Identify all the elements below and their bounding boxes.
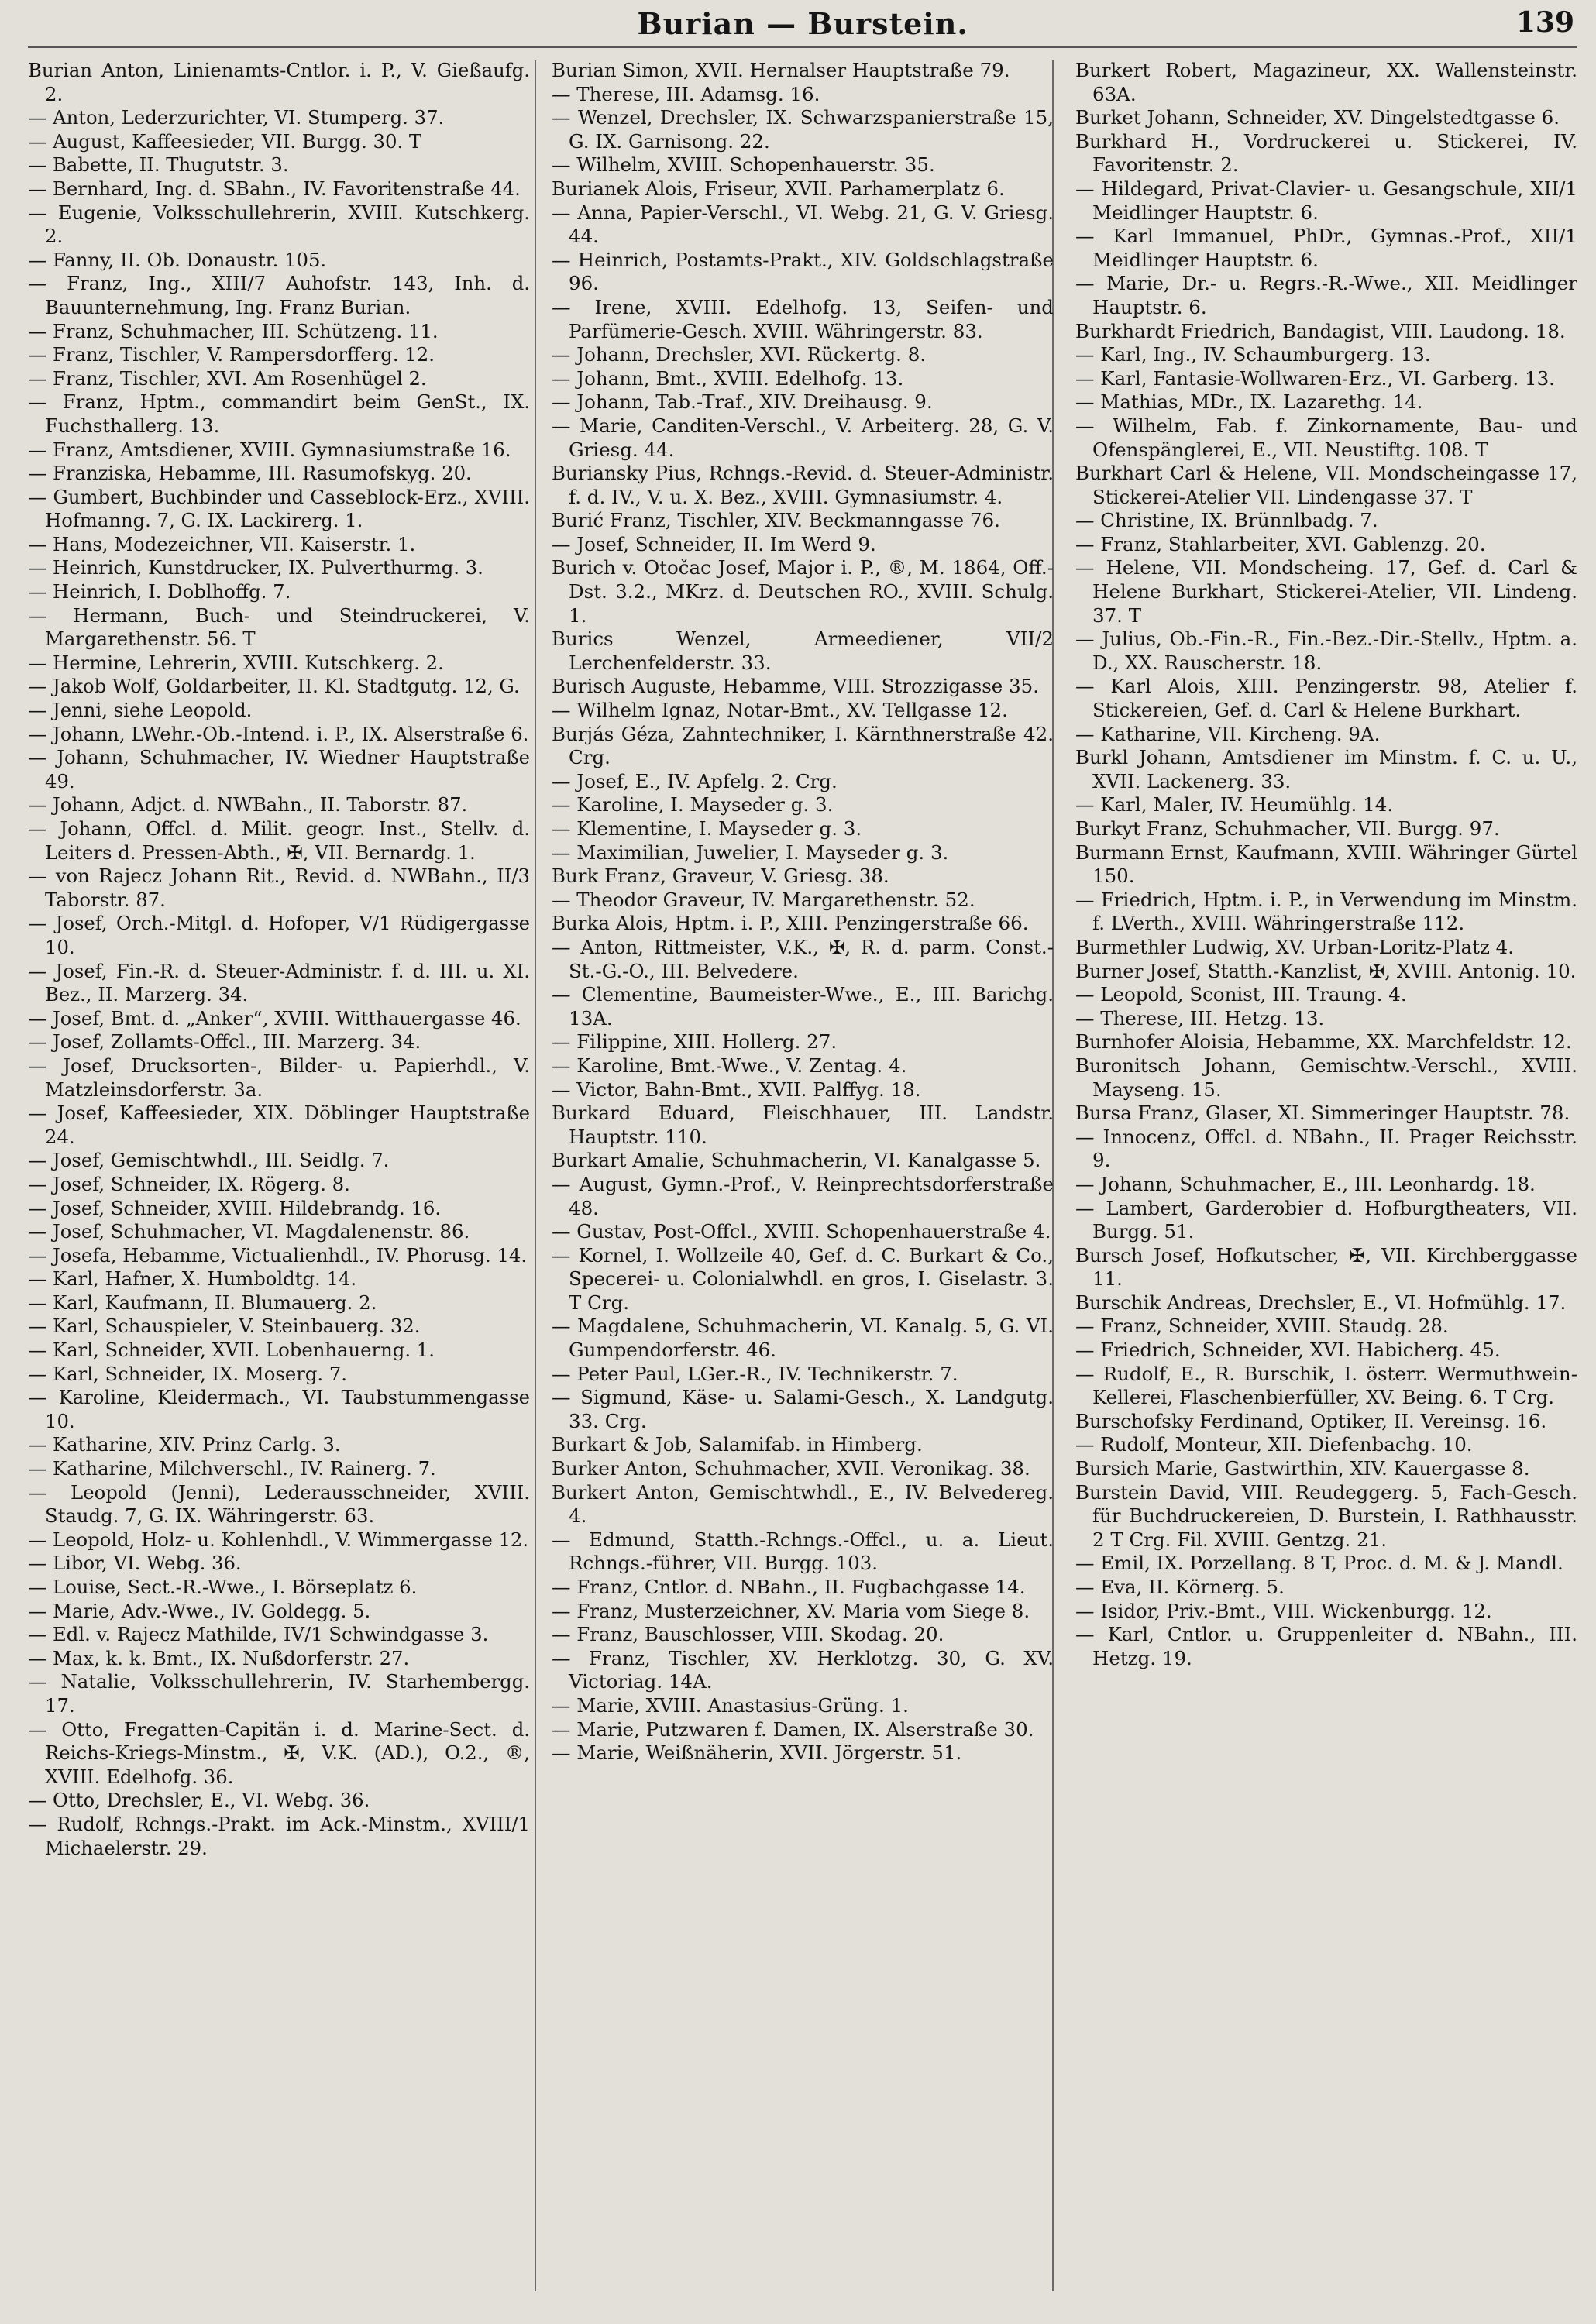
directory-entry: — Friedrich, Hptm. i. P., in Verwendung im Minstm. f. LVerth., XVIII. Währingerstraße 112. (1075, 888, 1577, 935)
directory-entry: — Leopold, Holz- u. Kohlenhdl., V. Wimmergasse 12. (28, 1528, 529, 1551)
directory-entry: — Lambert, Garderobier d. Hofburgtheaters, VII. Burgg. 51. (1075, 1196, 1577, 1243)
directory-entry: — Karoline, I. Mayseder g. 3. (552, 793, 834, 816)
directory-entry: — Franz, Schuhmacher, III. Schützeng. 11. (28, 319, 439, 342)
directory-entry: — Josef, Zollamts-Offcl., III. Marzerg. 34. (28, 1030, 421, 1054)
directory-entry: — Eugenie, Volksschullehrerin, XVIII. Kutschkerg. 2. (28, 201, 530, 248)
directory-entry: Burkert Anton, Gemischtwhdl., E., IV. Belvedereg. 4. (552, 1480, 1054, 1528)
directory-entry: Burian Simon, XVII. Hernalser Hauptstraße 79. (552, 59, 1010, 81)
directory-entry: — Eva, II. Körnerg. 5. (1075, 1576, 1285, 1598)
directory-entry: — Victor, Bahn-Bmt., XVII. Palffyg. 18. (552, 1078, 921, 1101)
directory-entry: — Marie, Weißnäherin, XVII. Jörgerstr. 51. (552, 1741, 962, 1765)
directory-entry: — August, Gymn.-Prof., V. Reinprechtsdorferstraße 48. (552, 1172, 1054, 1219)
directory-entry: — Karl, Maler, IV. Heumühlg. 14. (1075, 793, 1394, 816)
directory-entry: — Josef, Schneider, II. Im Werd 9. (552, 532, 876, 555)
directory-entry: — Friedrich, Schneider, XVI. Habicherg. 45. (1075, 1339, 1501, 1362)
directory-entry: — Karl, Hafner, X. Humboldtg. 14. (28, 1267, 357, 1291)
directory-entry: — Emil, IX. Porzellang. 8 T, Proc. d. M. & J. Mandl. (1075, 1552, 1563, 1575)
directory-entry: — Louise, Sect.-R.-Wwe., I. Börseplatz 6. (28, 1576, 418, 1598)
directory-entry: — Otto, Fregatten-Capitän i. d. Marine-Sect. d. Reichs-Kriegs-Minstm., ✠, V.K. (AD.), O.2., ®, XVIII. Edelhofg. 36. (28, 1717, 530, 1788)
directory-entry: Burschik Andreas, Drechsler, E., VI. Hofmühlg. 17. (1075, 1291, 1567, 1314)
directory-entry: Burkard Eduard, Fleischhauer, III. Landstr. Hauptstr. 110. (552, 1102, 1054, 1148)
directory-entry: Burmethler Ludwig, XV. Urban-Loritz-Platz 4. (1075, 935, 1515, 958)
directory-entry: — Franz, Tischler, XV. Herklotzg. 30, G. XV. Victoriag. 14A. (552, 1646, 1054, 1693)
directory-entry: Burkert Robert, Magazineur, XX. Wallensteinstr. 63A. (1075, 59, 1577, 105)
directory-entry: — Leopold, Sconist, III. Traung. 4. (1075, 983, 1407, 1006)
directory-entry: Burmann Ernst, Kaufmann, XVIII. Währinger Gürtel 150. (1075, 841, 1577, 888)
directory-entry: Burschofsky Ferdinand, Optiker, II. Vereinsg. 16. (1075, 1409, 1547, 1432)
directory-entry: — Wilhelm, Fab. f. Zinkornamente, Bau- und Ofenspänglerei, E., VII. Neustiftg. 108. T (1075, 414, 1577, 461)
directory-entry: — Gustav, Post-Offcl., XVIII. Schopenhauerstraße 4. (552, 1220, 1051, 1243)
directory-entry: Burian Anton, Linienamts-Cntlor. i. P., V. Gießaufg. 2. (28, 59, 530, 105)
directory-entry: — Kornel, I. Wollzeile 40, Gef. d. C. Burkart & Co., Specerei- u. Colonialwhdl. en gros, I. Giselastr. 3. T Crg. (552, 1243, 1054, 1314)
directory-entry: — Hans, Modezeichner, VII. Kaiserstr. 1. (28, 532, 416, 555)
directory-entry: — Christine, IX. Brünnlbadg. 7. (1075, 509, 1378, 532)
directory-entry: — Peter Paul, LGer.-R., IV. Technikerstr. 7. (552, 1362, 958, 1385)
directory-entry: — von Rajecz Johann Rit., Revid. d. NWBahn., II/3 Taborstr. 87. (28, 865, 530, 911)
directory-entry: Buriansky Pius, Rchngs.-Revid. d. Steuer-Administr. f. d. IV., V. u. X. Bez., XVIII. Gymnasiumstr. 4. (552, 462, 1054, 508)
directory-entry: — Otto, Drechsler, E., VI. Webg. 36. (28, 1789, 370, 1812)
directory-entry: — Jakob Wolf, Goldarbeiter, II. Kl. Stadtgutg. 12, G. (28, 675, 520, 698)
directory-entry: — Heinrich, Postamts-Prakt., XIV. Goldschlagstraße 96. (552, 248, 1054, 295)
directory-entry: — Natalie, Volksschullehrerin, IV. Starhembergg. 17. (28, 1670, 530, 1717)
directory-entry: Burk Franz, Graveur, V. Griesg. 38. (552, 865, 889, 888)
directory-entry: — Mathias, MDr., IX. Lazarethg. 14. (1075, 390, 1423, 414)
directory-entry: — Johann, Adjct. d. NWBahn., II. Taborstr. 87. (28, 793, 468, 816)
directory-entry: Burstein David, VIII. Reudeggerg. 5, Fach-Gesch. für Buchdruckereien, D. Burstein, I. Rathhausstr. 2 T Crg. Fil. XVIII. Gentzg. 21. (1075, 1480, 1577, 1551)
directory-entry: — Franz, Bauschlosser, VIII. Skodag. 20. (552, 1623, 944, 1646)
column-3 (1075, 59, 1577, 2305)
directory-entry: — Wilhelm Ignaz, Notar-Bmt., XV. Tellgasse 12. (552, 699, 1008, 722)
directory-entry: — Josef, Bmt. d. „Anker“, XVIII. Witthauergasse 46. (28, 1006, 521, 1030)
directory-entry: — Edmund, Statth.-Rchngs.-Offcl., u. a. Lieut. Rchngs.-führer, VII. Burgg. 103. (552, 1528, 1054, 1575)
directory-entry: — Hermine, Lehrerin, XVIII. Kutschkerg. 2. (28, 651, 444, 674)
directory-entry: Burkart Amalie, Schuhmacherin, VI. Kanalgasse 5. (552, 1149, 1041, 1172)
directory-entry: Burianek Alois, Friseur, XVII. Parhamerplatz 6. (552, 177, 1005, 200)
directory-entry: Burjás Géza, Zahntechniker, I. Kärnthnerstraße 42. Crg. (552, 722, 1054, 769)
directory-entry: — Magdalene, Schuhmacherin, VI. Kanalg. 5, G. VI. Gumpendorferstr. 46. (552, 1315, 1054, 1362)
directory-entry: — Bernhard, Ing. d. SBahn., IV. Favoritenstraße 44. (28, 177, 521, 200)
directory-entry: — Innocenz, Offcl. d. NBahn., II. Prager Reichsstr. 9. (1075, 1125, 1577, 1172)
directory-entry: — Wilhelm, XVIII. Schopenhauerstr. 35. (552, 153, 935, 177)
directory-entry: — Gumbert, Buchbinder und Casseblock-Erz., XVIII. Hofmanng. 7, G. IX. Lackirerg. 1. (28, 485, 530, 532)
page-header (31, 6, 1574, 42)
directory-entry: — Franz, Tischler, V. Rampersdorfferg. 12. (28, 343, 435, 366)
directory-entry: — Karl Alois, XIII. Penzingerstr. 98, Atelier f. Stickereien, Gef. d. Carl & Helene Burkhart. (1075, 675, 1577, 722)
directory-entry: Burkl Johann, Amtsdiener im Minstm. f. C. u. U., XVII. Lackenerg. 33. (1075, 746, 1577, 792)
directory-entry: — Katharine, Milchverschl., IV. Rainerg. 7. (28, 1457, 436, 1480)
directory-entry: Burket Johann, Schneider, XV. Dingelstedtgasse 6. (1075, 106, 1560, 129)
directory-entry: — Josef, Orch.-Mitgl. d. Hofoper, V/1 Rüdigergasse 10. (28, 912, 530, 958)
directory-entry: Bursa Franz, Glaser, XI. Simmeringer Hauptstr. 78. (1075, 1102, 1570, 1125)
directory-entry: — Karl, Fantasie-Wollwaren-Erz., VI. Garberg. 13. (1075, 366, 1555, 390)
directory-entry: — Karl, Ing., IV. Schaumburgerg. 13. (1075, 343, 1431, 366)
directory-entry: — Karl, Schneider, IX. Moserg. 7. (28, 1362, 348, 1385)
directory-entry: Bursch Josef, Hofkutscher, ✠, VII. Kirchberggasse 11. (1075, 1243, 1577, 1291)
directory-entry: — Franziska, Hebamme, III. Rasumofskyg. 20. (28, 462, 472, 485)
directory-entry: — August, Kaffeesieder, VII. Burgg. 30. T (28, 129, 422, 153)
directory-entry: — Johann, Tab.-Traf., XIV. Dreihausg. 9. (552, 390, 933, 414)
directory-entry: — Babette, II. Thugutstr. 3. (28, 153, 289, 177)
directory-entry: — Marie, Canditen-Verschl., V. Arbeiterg. 28, G. V. Griesg. 44. (552, 414, 1054, 461)
directory-entry: — Josef, Drucksorten-, Bilder- u. Papierhdl., V. Matzleinsdorferstr. 3a. (28, 1054, 530, 1101)
directory-entry: Burkhart Carl & Helene, VII. Mondscheingasse 17, Stickerei-Atelier VII. Lindengasse 37. T (1075, 462, 1577, 508)
directory-entry: — Irene, XVIII. Edelhofg. 13, Seifen- und Parfümerie-Gesch. XVIII. Währingerstr. 83. (552, 295, 1054, 342)
directory-entry: — Julius, Ob.-Fin.-R., Fin.-Bez.-Dir.-Stellv., Hptm. a. D., XX. Rauscherstr. 18. (1075, 627, 1577, 674)
directory-entry: Burner Josef, Statth.-Kanzlist, ✠, XVIII. Antonig. 10. (1075, 959, 1577, 982)
directory-entry: — Karoline, Kleidermach., VI. Taubstummengasse 10. (28, 1386, 530, 1432)
directory-entry: — Max, k. k. Bmt., IX. Nußdorferstr. 27. (28, 1646, 410, 1669)
directory-entry: — Johann, Schuhmacher, IV. Wiedner Hauptstraße 49. (28, 746, 530, 792)
directory-entry: — Marie, Adv.-Wwe., IV. Goldegg. 5. (28, 1599, 371, 1622)
directory-entry: — Isidor, Priv.-Bmt., VIII. Wickenburgg. 12. (1075, 1599, 1492, 1622)
directory-entry: — Josef, Gemischtwhdl., III. Seidlg. 7. (28, 1149, 390, 1172)
directory-entry: — Jenni, siehe Leopold. (28, 699, 253, 722)
directory-entry: — Franz, Schneider, XVIII. Staudg. 28. (1075, 1315, 1449, 1338)
directory-entry: — Heinrich, I. Doblhoffg. 7. (28, 580, 291, 603)
directory-entry: — Marie, Putzwaren f. Damen, IX. Alserstraße 30. (552, 1717, 1034, 1741)
directory-entry: — Therese, III. Hetzg. 13. (1075, 1006, 1325, 1030)
directory-entry: — Heinrich, Kunstdrucker, IX. Pulverthurmg. 3. (28, 556, 483, 579)
directory-entry: — Leopold (Jenni), Lederausschneider, XVIII. Staudg. 7, G. IX. Währingerstr. 63. (28, 1480, 530, 1528)
directory-entry: — Rudolf, Rchngs.-Prakt. im Ack.-Minstm., XVIII/1 Michaelerstr. 29. (28, 1812, 530, 1859)
directory-entry: — Marie, Dr.- u. Regrs.-R.-Wwe., XII. Meidlinger Hauptstr. 6. (1075, 272, 1577, 318)
directory-entry: — Hermann, Buch- und Steindruckerei, V. Margarethenstr. 56. T (28, 603, 530, 651)
directory-entry: — Franz, Amtsdiener, XVIII. Gymnasiumstraße 16. (28, 438, 511, 461)
directory-entry: — Anna, Papier-Verschl., VI. Webg. 21, G. V. Griesg. 44. (552, 201, 1054, 248)
directory-entry: Burnhofer Aloisia, Hebamme, XX. Marchfeldstr. 12. (1075, 1030, 1572, 1054)
directory-entry: — Helene, VII. Mondscheing. 17, Gef. d. Carl & Helene Burkhart, Stickerei-Atelier, VII. Lindeng. 37. T (1075, 556, 1577, 627)
directory-entry: — Josef, Schneider, IX. Rögerg. 8. (28, 1172, 350, 1195)
directory-entry: Bursich Marie, Gastwirthin, XIV. Kauergasse 8. (1075, 1457, 1530, 1480)
directory-entry: Burkhard H., Vordruckerei u. Stickerei, IV. Favoritenstr. 2. (1075, 129, 1577, 177)
directory-entry: Burisch Auguste, Hebamme, VIII. Strozzigasse 35. (552, 675, 1040, 698)
directory-entry: — Anton, Rittmeister, V.K., ✠, R. d. parm. Const.-St.-G.-O., III. Belvedere. (552, 935, 1054, 982)
directory-entry: Burkart & Job, Salamifab. in Himberg. (552, 1433, 923, 1456)
directory-entry: — Rudolf, Monteur, XII. Diefenbachg. 10. (1075, 1433, 1473, 1456)
directory-entry: — Karl, Schauspieler, V. Steinbauerg. 32. (28, 1315, 421, 1338)
directory-entry: — Katharine, XIV. Prinz Carlg. 3. (28, 1433, 341, 1456)
column-2 (552, 59, 1054, 2305)
directory-entry: — Johann, Drechsler, XVI. Rückertg. 8. (552, 343, 927, 366)
directory-entry: — Franz, Stahlarbeiter, XVI. Gablenzg. 20. (1075, 532, 1486, 555)
directory-entry: — Josef, Fin.-R. d. Steuer-Administr. f. d. III. u. XI. Bez., II. Marzerg. 34. (28, 959, 530, 1006)
page-title: Burian — Burstein. (637, 6, 968, 41)
directory-entry: Burics Wenzel, Armeediener, VII/2 Lerchenfelderstr. 33. (552, 627, 1054, 674)
directory-entry: — Franz, Cntlor. d. NBahn., II. Fugbachgasse 14. (552, 1576, 1026, 1598)
directory-entry: — Karl, Kaufmann, II. Blumauerg. 2. (28, 1291, 377, 1314)
directory-entry: — Josef, E., IV. Apfelg. 2. Crg. (552, 769, 838, 792)
directory-entry: — Fanny, II. Ob. Donaustr. 105. (28, 248, 327, 271)
directory-entry: — Johann, LWehr.-Ob.-Intend. i. P., IX. Alserstraße 6. (28, 722, 529, 745)
directory-entry: — Libor, VI. Webg. 36. (28, 1552, 242, 1575)
directory-entry: — Franz, Tischler, XVI. Am Rosenhügel 2. (28, 366, 427, 390)
directory-entry: Burkyt Franz, Schuhmacher, VII. Burgg. 97. (1075, 817, 1500, 840)
directory-entry: — Johann, Schuhmacher, E., III. Leonhardg. 18. (1075, 1172, 1536, 1195)
column-1 (28, 59, 530, 2305)
directory-entry: — Franz, Ing., XIII/7 Auhofstr. 143, Inh. d. Bauunternehmung, Ing. Franz Burian. (28, 272, 530, 318)
directory-entry: — Filippine, XIII. Hollerg. 27. (552, 1030, 838, 1054)
directory-entry: — Clementine, Baumeister-Wwe., E., III. Barichg. 13A. (552, 983, 1054, 1030)
directory-entry: Burka Alois, Hptm. i. P., XIII. Penzingerstraße 66. (552, 912, 1029, 935)
directory-entry: Buronitsch Johann, Gemischtw.-Verschl., XVIII. Mayseng. 15. (1075, 1054, 1577, 1101)
directory-entry: — Klementine, I. Mayseder g. 3. (552, 817, 862, 840)
directory-entry: — Katharine, VII. Kircheng. 9A. (1075, 722, 1381, 745)
directory-entry: — Karoline, Bmt.-Wwe., V. Zentag. 4. (552, 1054, 907, 1077)
directory-entry: Burker Anton, Schuhmacher, XVII. Veronikag. 38. (552, 1457, 1030, 1480)
directory-entry: — Karl Immanuel, PhDr., Gymnas.-Prof., XII/1 Meidlinger Hauptstr. 6. (1075, 225, 1577, 271)
directory-entry: Burich v. Otočac Josef, Major i. P., ®, M. 1864, Off.-Dst. 3.2., MKrz. d. Deutschen RO., XVIII. Schulg. 1. (552, 556, 1054, 627)
directory-entry: — Josef, Schneider, XVIII. Hildebrandg. 16. (28, 1196, 442, 1219)
columns (28, 59, 1577, 2305)
directory-entry: — Johann, Bmt., XVIII. Edelhofg. 13. (552, 366, 904, 390)
page-number: 139 (1515, 6, 1574, 39)
directory-entry: — Karl, Cntlor. u. Gruppenleiter d. NBahn., III. Hetzg. 19. (1075, 1623, 1577, 1669)
directory-entry: Burić Franz, Tischler, XIV. Beckmanngasse 76. (552, 509, 1000, 532)
directory-entry: — Edl. v. Rajecz Mathilde, IV/1 Schwindgasse 3. (28, 1623, 489, 1646)
directory-entry: — Wenzel, Drechsler, IX. Schwarzspanierstraße 15, G. IX. Garnisong. 22. (552, 106, 1054, 153)
directory-entry: — Maximilian, Juwelier, I. Mayseder g. 3. (552, 841, 949, 864)
directory-entry: — Marie, XVIII. Anastasius-Grüng. 1. (552, 1693, 909, 1717)
directory-entry: — Therese, III. Adamsg. 16. (552, 82, 820, 105)
directory-entry: — Franz, Hptm., commandirt beim GenSt., IX. Fuchsthallerg. 13. (28, 390, 530, 437)
directory-entry: — Josef, Schuhmacher, VI. Magdalenenstr. 86. (28, 1220, 470, 1243)
directory-entry: — Josefa, Hebamme, Victualienhdl., IV. Phorusg. 14. (28, 1243, 528, 1267)
directory-entry: — Josef, Kaffeesieder, XIX. Döblinger Hauptstraße 24. (28, 1102, 530, 1148)
header-divider (28, 46, 1577, 48)
directory-entry: — Rudolf, E., R. Burschik, I. österr. Wermuthwein-Kellerei, Flaschenbierfüller, XV. Being. 6. T Crg. (1075, 1362, 1577, 1409)
directory-entry: — Theodor Graveur, IV. Margarethenstr. 52. (552, 888, 975, 911)
directory-entry: — Sigmund, Käse- u. Salami-Gesch., X. Landgutg. 33. Crg. (552, 1386, 1054, 1432)
directory-entry: — Hildegard, Privat-Clavier- u. Gesangschule, XII/1 Meidlinger Hauptstr. 6. (1075, 177, 1577, 224)
directory-entry: — Johann, Offcl. d. Milit. geogr. Inst., Stellv. d. Leiters d. Pressen-Abth., ✠, VII. Bernardg. 1. (28, 817, 530, 864)
directory-entry: — Franz, Musterzeichner, XV. Maria vom Siege 8. (552, 1599, 1030, 1622)
directory-entry: — Karl, Schneider, XVII. Lobenhauerng. 1. (28, 1339, 435, 1362)
directory-entry: — Anton, Lederzurichter, VI. Stumperg. 37. (28, 106, 445, 129)
directory-entry: Burkhardt Friedrich, Bandagist, VIII. Laudong. 18. (1075, 319, 1566, 342)
